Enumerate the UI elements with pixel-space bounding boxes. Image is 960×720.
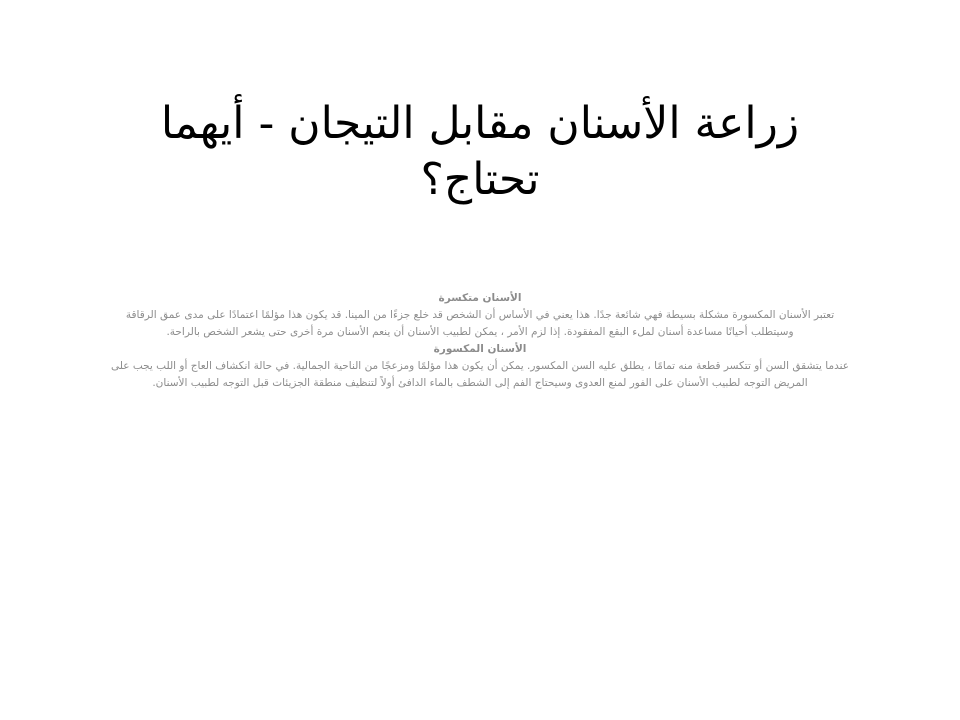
section-paragraph-broken-teeth: عندما يتشقق السن أو تتكسر قطعة منه تمامًا ، يطلق عليه السن المكسور. يمكن أن يكون هذا مؤلمًا ومزعجًا من الناحية الجمالية. في حالة انكشاف العاج أو اللب يجب على المريض التوجه لطبيب الأسنان على الفور لمنع العدوى وسيحتاج الفم إلى الشطف بالماء الدافئ أولاً لتنظيف منطقة الجزيئات قبل التوجه لطبيب الأسنان. — [110, 360, 850, 389]
slide-title: زراعة الأسنان مقابل التيجان - أيهما تحتاج؟ — [160, 98, 800, 205]
section-heading-chipped-teeth: الأسنان متكسرة — [438, 292, 522, 304]
section-paragraph-chipped-teeth: تعتبر الأسنان المكسورة مشكلة بسيطة فهي شائعة جدًا. هذا يعني في الأساس أن الشخص قد خلع جزءًا من المينا. قد يكون هذا مؤلمًا اعتمادًا على مدى عمق الرقاقة وسيتطلب أحيانًا مساعدة أسنان لملء البقع المفقودة. إذا لزم الأمر ، يمكن لطبيب الأسنان أن ينعم الأسنان مرة أخرى حتى يشعر الشخص بالراحة. — [125, 309, 835, 338]
section-heading-broken-teeth: الأسنان المكسورة — [433, 343, 527, 355]
slide-body — [110, 290, 850, 392]
